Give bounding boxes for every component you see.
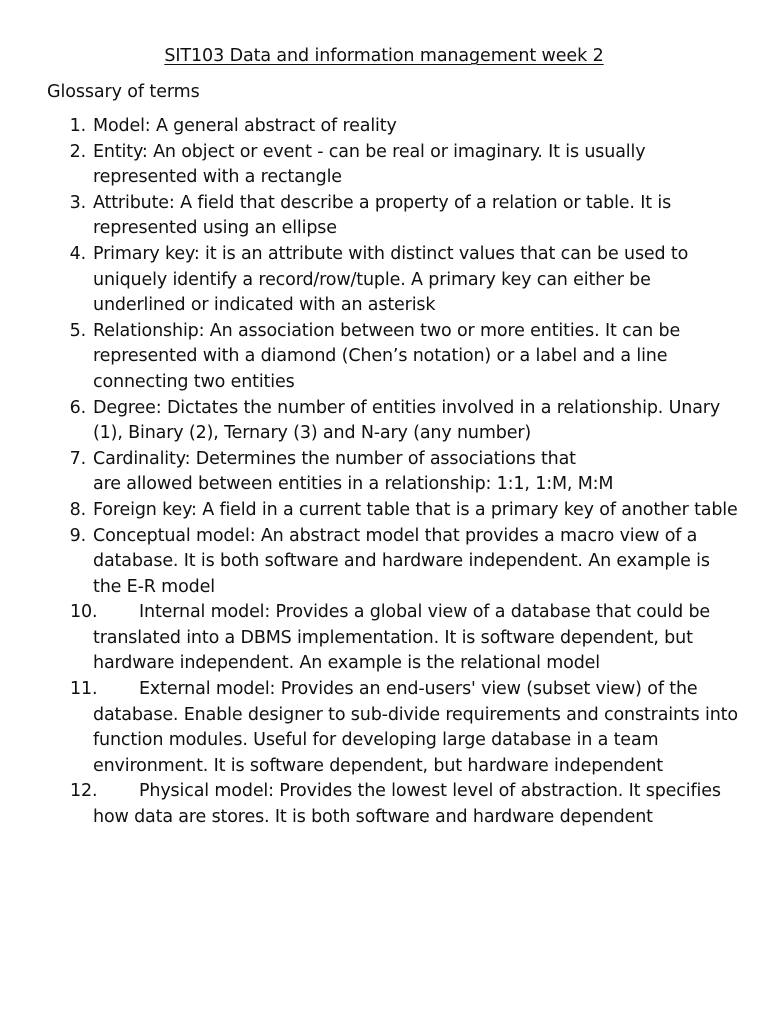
glossary-item-number: 8. [69,499,86,520]
glossary-item [0,447,768,498]
glossary-item-text: environment. It is software dependent, but hardware independent [93,755,663,776]
glossary-item-text: the E-R model [93,576,215,597]
glossary-item-text: (1), Binary (2), Ternary (3) and N-ary (any number) [93,423,532,444]
glossary-item [0,319,768,396]
glossary-item-text: are allowed between entities in a relationship: 1:1, 1:M, M:M [93,474,614,495]
glossary-item-text: represented with a diamond (Chen’s notation) or a label and a line [93,346,668,367]
glossary-item [0,396,768,447]
glossary-item-number: 1. [69,116,86,136]
glossary-item [0,600,768,677]
glossary-item-number: 3. [69,192,86,213]
glossary-item-text: database. Enable designer to sub-divide requirements and constraints into [93,704,738,725]
glossary-item-text: represented using an ellipse [93,218,337,239]
glossary-item [0,114,768,140]
glossary-item [0,140,768,191]
glossary-item-number: 6. [69,397,86,418]
glossary-item-text: Foreign key: A field in a current table that is a primary key of another table [93,499,738,520]
glossary-item-text: translated into a DBMS implementation. It is software dependent, but [93,627,693,648]
glossary-item-text: Relationship: An association between two or more entities. It can be [93,320,681,341]
glossary-item-number: 5. [69,320,86,341]
glossary-heading: Glossary of terms [47,82,200,102]
glossary-item-text: Attribute: A field that describe a property of a relation or table. It is [93,192,672,213]
glossary-item-number: 10. [70,602,98,623]
glossary-item-number: 2. [69,141,86,162]
glossary-item-text: represented with a rectangle [93,167,342,188]
glossary-item-text: function modules. Useful for developing large database in a team [93,730,659,751]
glossary-item [0,524,768,601]
glossary-list [0,114,768,831]
glossary-item-text: Primary key: it is an attribute with distinct values that can be used to [93,243,689,264]
glossary-item [0,779,768,830]
glossary-item-number: 12. [70,781,98,802]
glossary-item-text: how data are stores. It is both software and hardware dependent [93,807,653,828]
document-title: SIT103 Data and information management week 2 [164,46,604,66]
glossary-item [0,191,768,242]
glossary-item-text: Conceptual model: An abstract model that provides a macro view of a [93,525,698,546]
glossary-item-text: database. It is both software and hardware independent. An example is [93,551,710,572]
glossary-item-text: connecting two entities [93,371,295,392]
glossary-item-number: 7. [69,448,86,469]
glossary-item [0,677,768,779]
glossary-item-text: Cardinality: Determines the number of associations that [93,448,576,469]
glossary-item-text: External model: Provides an end-users' view (subset view) of the [139,679,698,700]
glossary-item-text: Internal model: Provides a global view of a database that could be [139,602,711,623]
glossary-item-text: Degree: Dictates the number of entities involved in a relationship. Unary [93,397,721,418]
glossary-item [0,242,768,319]
glossary-item-text: hardware independent. An example is the relational model [93,653,600,674]
glossary-item-number: 11. [70,679,98,700]
glossary-item-number: 4. [69,243,86,264]
glossary-item [0,498,768,524]
glossary-item-number: 9. [69,525,86,546]
glossary-item-text: Model: A general abstract of reality [93,116,397,136]
glossary-item-text: underlined or indicated with an asterisk [93,295,436,316]
glossary-item-text: Physical model: Provides the lowest level of abstraction. It specifies [139,781,721,802]
glossary-item-text: uniquely identify a record/row/tuple. A primary key can either be [93,269,651,290]
glossary-item-text: Entity: An object or event - can be real or imaginary. It is usually [93,141,646,162]
